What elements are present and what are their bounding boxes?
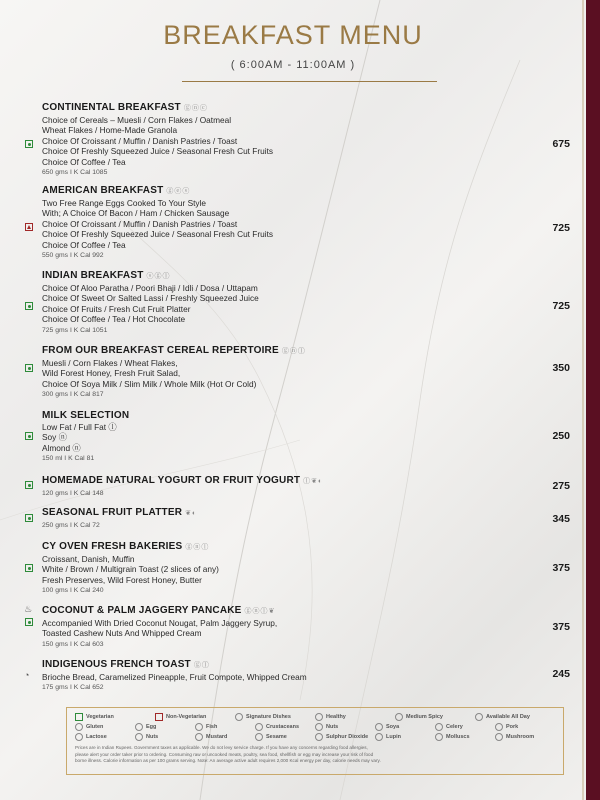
item-description: Wild Forest Honey, Fresh Fruit Salad, bbox=[42, 368, 181, 379]
item-description: White / Brown / Multigrain Toast (2 slices of any) bbox=[42, 564, 219, 575]
legend-label: Pork bbox=[506, 724, 519, 730]
item-price: 375 bbox=[552, 621, 570, 633]
item-description: Croissant, Danish, Muffin bbox=[42, 554, 135, 564]
healthy-icon bbox=[315, 713, 323, 721]
item-description: Choice of Cereals – Muesli / Corn Flakes / Oatmeal bbox=[42, 115, 232, 125]
item-weight-calories: 650 gms I K Cal 1085 bbox=[42, 169, 108, 177]
item-description: Muesli / Corn Flakes / Wheat Flakes, bbox=[42, 358, 178, 368]
legend-label: Fish bbox=[206, 724, 218, 730]
item-description: Two Free Range Eggs Cooked To Your Style bbox=[42, 198, 207, 208]
item-description: Choice Of Sweet Or Salted Lassi / Freshly Squeezed Juice bbox=[42, 293, 259, 304]
legend-label: Sulphur Dioxide bbox=[326, 734, 369, 740]
non-veg-icon bbox=[155, 713, 163, 721]
legend-label: Healthy bbox=[326, 714, 346, 720]
gluten-icon bbox=[75, 723, 83, 731]
item-description: Soy ⓝ bbox=[42, 432, 67, 443]
legend-label: Lupin bbox=[386, 734, 401, 740]
allergen-icons: ⓖⓛ bbox=[193, 662, 210, 669]
item-weight-calories: 300 gms I K Cal 817 bbox=[42, 391, 104, 399]
serving-hours: ( 6:00AM - 11:00AM ) bbox=[230, 59, 356, 71]
veg-icon bbox=[25, 432, 33, 440]
legend-label: Vegetarian bbox=[86, 714, 114, 720]
molluscs-icon bbox=[435, 733, 443, 741]
item-price: 275 bbox=[552, 480, 570, 492]
chili-icon bbox=[395, 713, 403, 721]
allergen-icons: ⓖⓔⓢ bbox=[166, 188, 191, 195]
page-title: BREAKFAST MENU bbox=[163, 20, 423, 50]
menu-item-continental-breakfast bbox=[42, 101, 572, 179]
legend-label: Mustard bbox=[206, 734, 228, 740]
item-description: Choice Of Croissant / Muffin / Danish Pastries / Toast bbox=[42, 218, 238, 229]
item-description: Accompanied With Dried Coconut Nougat, Palm Jaggery Syrup, bbox=[42, 618, 278, 628]
item-description: Choice Of Aloo Paratha / Poori Bhaji / Idli / Dosa / Uttapam bbox=[42, 283, 258, 293]
legend-label: Crustaceans bbox=[266, 724, 300, 730]
legend-label: Signature Dishes bbox=[246, 714, 291, 720]
item-description: Choice Of Fruits / Fresh Cut Fruit Platter bbox=[42, 303, 191, 314]
legend-label: Egg bbox=[146, 724, 157, 730]
menu-item-coconut-palm-jaggery-pancake bbox=[42, 604, 572, 651]
item-description: Almond ⓝ bbox=[42, 442, 81, 453]
menu-item-homemade-yogurt bbox=[42, 474, 572, 500]
menu-item-seasonal-fruit-platter bbox=[42, 506, 572, 532]
item-description: Choice Of Coffee / Tea bbox=[42, 239, 126, 250]
item-description: Choice Of Coffee / Tea bbox=[42, 156, 126, 167]
legend-row-diet bbox=[75, 712, 555, 722]
legend-label: Non-Vegetarian bbox=[166, 714, 207, 720]
mustard-icon bbox=[195, 733, 203, 741]
allergen-icons: ⓛ❦◐ bbox=[303, 478, 324, 485]
item-weight-calories: 175 gms I K Cal 652 bbox=[42, 684, 104, 692]
item-description: Low Fat / Full Fat ⓛ bbox=[42, 422, 117, 432]
legend-label: Nuts bbox=[146, 734, 159, 740]
item-title: INDIGENOUS FRENCH TOAST bbox=[42, 659, 191, 670]
allergen-icons: ❦◐ bbox=[185, 510, 198, 517]
legend-disclaimer bbox=[75, 745, 555, 765]
legend-label: Celery bbox=[446, 724, 463, 730]
item-description: Toasted Cashew Nuts And Whipped Cream bbox=[42, 628, 202, 639]
signature-dish-icon: ♨ bbox=[24, 604, 33, 614]
sulphur-dioxide-icon bbox=[315, 733, 323, 741]
signature-dish-icon bbox=[235, 713, 243, 721]
item-description: Fresh Preserves, Wild Forest Honey, Butter bbox=[42, 574, 202, 585]
item-weight-calories: 100 gms I K Cal 240 bbox=[42, 587, 104, 595]
veg-icon bbox=[25, 481, 33, 489]
legend-label: Mushroom bbox=[506, 734, 535, 740]
item-title: COCONUT & PALM JAGGERY PANCAKE bbox=[42, 605, 242, 616]
fish-icon bbox=[195, 723, 203, 731]
title-divider bbox=[182, 81, 437, 82]
item-description: Choice Of Freshly Squeezed Juice / Seasonal Fresh Cut Fruits bbox=[42, 229, 274, 240]
item-description: With; A Choice Of Bacon / Ham / Chicken Sausage bbox=[42, 208, 230, 219]
item-description: Choice Of Freshly Squeezed Juice / Seasonal Fresh Cut Fruits bbox=[42, 146, 274, 157]
item-description: Choice Of Coffee / Tea / Hot Chocolate bbox=[42, 314, 186, 325]
legend-label: Lactose bbox=[86, 734, 107, 740]
lactose-icon bbox=[75, 733, 83, 741]
menu-item-breakfast-cereal-repertoire bbox=[42, 344, 572, 401]
item-price: 725 bbox=[552, 300, 570, 312]
veg-icon bbox=[25, 564, 33, 572]
legend-label: Nuts bbox=[326, 724, 339, 730]
menu-item-indian-breakfast bbox=[42, 269, 572, 337]
non-veg-icon bbox=[25, 223, 33, 231]
nuts-icon bbox=[315, 723, 323, 731]
available-all-day-icon: ◔ bbox=[24, 670, 30, 680]
item-description: Choice Of Soya Milk / Slim Milk / Whole Milk (Hot Or Cold) bbox=[42, 378, 257, 389]
item-title: AMERICAN BREAKFAST bbox=[42, 185, 164, 196]
item-weight-calories: 150 gms I K Cal 603 bbox=[42, 640, 104, 648]
item-price: 350 bbox=[552, 362, 570, 374]
item-title: CY OVEN FRESH BAKERIES bbox=[42, 541, 183, 552]
item-weight-calories: 250 gms I K Cal 72 bbox=[42, 522, 100, 529]
legend-label: Available All Day bbox=[486, 714, 530, 720]
item-title: SEASONAL FRUIT PLATTER bbox=[42, 507, 183, 518]
item-price: 250 bbox=[552, 430, 570, 442]
item-title: CONTINENTAL BREAKFAST bbox=[42, 102, 181, 113]
legend-label: Soya bbox=[386, 724, 400, 730]
egg-icon bbox=[135, 723, 143, 731]
pork-icon bbox=[495, 723, 503, 731]
item-weight-calories: 550 gms I K Cal 992 bbox=[42, 252, 104, 260]
veg-icon bbox=[75, 713, 83, 721]
maroon-side-strip bbox=[586, 0, 600, 800]
item-weight-calories: 150 ml I K Cal 81 bbox=[42, 455, 95, 463]
allergen-icons: ⓖⓝⓒ bbox=[183, 105, 208, 112]
menu-item-milk-selection bbox=[42, 409, 572, 465]
item-price: 375 bbox=[552, 562, 570, 574]
veg-icon bbox=[25, 618, 33, 626]
legend-row-allergens-2 bbox=[75, 732, 555, 742]
allergen-icons: ⓖⓝⓛ bbox=[281, 348, 306, 355]
item-price: 675 bbox=[552, 138, 570, 150]
allergen-icons: ⓢⓖⓛ bbox=[146, 273, 171, 280]
menu-header bbox=[0, 20, 586, 71]
disclaimer-line: borne illness. Calorie information as per 100 grams serving. Note: An average active adult requires 2,000 Kcal energy per day, calorie needs may vary. bbox=[75, 758, 381, 763]
menu-item-indigenous-french-toast bbox=[42, 658, 572, 694]
crustaceans-icon bbox=[255, 723, 263, 731]
celery-icon bbox=[435, 723, 443, 731]
item-price: 345 bbox=[552, 513, 570, 525]
veg-icon bbox=[25, 140, 33, 148]
legend-row-allergens-1 bbox=[75, 722, 555, 732]
lupin-icon bbox=[375, 733, 383, 741]
legend-label: Gluten bbox=[86, 724, 104, 730]
veg-icon bbox=[25, 514, 33, 522]
item-title: HOMEMADE NATURAL YOGURT OR FRUIT YOGURT bbox=[42, 475, 301, 486]
legend-label: Molluscs bbox=[446, 734, 470, 740]
available-all-day-icon bbox=[475, 713, 483, 721]
item-description: Brioche Bread, Caramelized Pineapple, Fruit Compote, Whipped Cream bbox=[42, 672, 307, 682]
legend-label: Medium Spicy bbox=[406, 714, 443, 720]
allergen-icons: ⓖⓝⓛ❦ bbox=[244, 608, 276, 615]
item-title: FROM OUR BREAKFAST CEREAL REPERTOIRE bbox=[42, 345, 279, 356]
item-description: Choice Of Croissant / Muffin / Danish Pastries / Toast bbox=[42, 135, 238, 146]
soya-icon bbox=[375, 723, 383, 731]
menu-item-american-breakfast bbox=[42, 184, 572, 262]
disclaimer-line: please alert your order taker prior to ordering. Consuming raw or uncooked meats, poultry, sea food, shellfish or egg may increase your risk of food bbox=[75, 751, 374, 757]
item-description: Wheat Flakes / Home-Made Granola bbox=[42, 125, 178, 136]
veg-icon bbox=[25, 364, 33, 372]
legend-box bbox=[66, 707, 564, 775]
item-title: INDIAN BREAKFAST bbox=[42, 270, 144, 281]
item-weight-calories: 725 gms I K Cal 1051 bbox=[42, 326, 108, 334]
item-price: 725 bbox=[552, 222, 570, 234]
sesame-icon bbox=[255, 733, 263, 741]
disclaimer-line: Prices are in Indian Rupees. Government taxes as applicable. We do not levy service charge. If you have any concerns regarding food allergies, bbox=[75, 745, 368, 750]
veg-icon bbox=[25, 302, 33, 310]
item-price: 245 bbox=[552, 668, 570, 680]
menu-item-cy-oven-fresh-bakeries bbox=[42, 540, 572, 597]
mushroom-icon bbox=[495, 733, 503, 741]
item-weight-calories: 120 gms I K Cal 148 bbox=[42, 490, 104, 497]
allergen-icons: ⓖⓝⓛ bbox=[185, 544, 210, 551]
legend-label: Sesame bbox=[266, 734, 287, 740]
item-title: MILK SELECTION bbox=[42, 410, 130, 421]
nuts-icon bbox=[135, 733, 143, 741]
